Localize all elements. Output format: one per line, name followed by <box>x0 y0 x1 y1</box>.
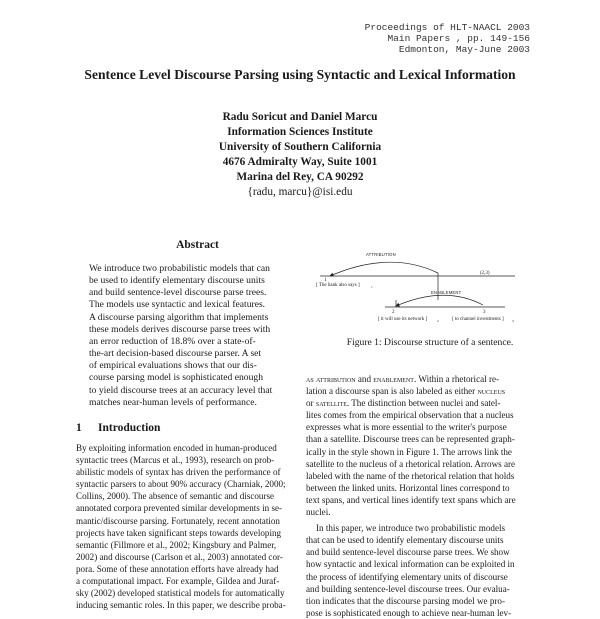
author-email: {radu, marcu}@isi.edu <box>247 186 353 198</box>
abstract-line: an error reduction of 18.8% over a state-of- <box>89 335 256 347</box>
abstract-line: course parsing model is sophisticated enough <box>89 372 263 384</box>
proceedings-header <box>365 22 530 55</box>
intro-line: inducing semantic roles. In this paper, we describe proba- <box>76 600 286 611</box>
intro-line: projects have taken significant steps towards developing <box>76 527 282 538</box>
right-line: text spans, and vertical lines identify text spans which are <box>306 494 516 505</box>
right-line: nuclei. <box>306 507 331 518</box>
right-line: than a satellite. Discourse trees can be represented graph- <box>306 434 515 445</box>
abstract-line: A discourse parsing algorithm that implements <box>89 311 269 323</box>
rel-enablement: enablement <box>373 374 414 384</box>
node-2-number: 2 <box>392 310 395 315</box>
node-1-text: [ The bank also says ] <box>316 283 360 288</box>
right-line: labeled with the name of the rhetorical relation that holds <box>306 470 515 481</box>
intro-line: Collins, 2000). The absence of semantic and discourse <box>76 491 275 502</box>
right-line: pose is sophisticated enough to achieve near-human lev- <box>306 607 512 618</box>
right-line: tion indicates that the discourse parsing model we pro- <box>306 595 506 606</box>
right-text: . The distinction between nuclei and satel- <box>346 398 501 409</box>
relation-label-top: ATTRIBUTION <box>366 252 396 257</box>
relation-label-bottom: ENABLEMENT <box>431 290 462 295</box>
abstract-line: matches near-human levels of performance. <box>89 396 257 408</box>
proceedings-pages: Main Papers , pp. 149-156 <box>387 33 530 44</box>
right-line: and building sentence-level discourse trees. Our evalua- <box>306 583 510 594</box>
discourse-tree-figure <box>300 240 560 340</box>
node-3-text: [ to channel investments ] <box>452 317 504 322</box>
abstract-line: We introduce two probabilistic models that can <box>89 263 270 274</box>
right-line: how syntactic and lexical information can be exploited in <box>306 559 515 570</box>
paper-title: Sentence Level Discourse Parsing using Syntactic and Lexical Information <box>84 67 516 82</box>
enablement-arrow <box>396 295 483 306</box>
intro-line: By exploiting information encoded in human-produced <box>76 443 277 453</box>
author-street: 4676 Admiralty Way, Suite 1001 <box>222 156 378 168</box>
author-university: University of Southern California <box>218 141 382 153</box>
author-block <box>0 110 600 200</box>
abstract-line: and build sentence-level discourse parse trees. <box>89 287 267 299</box>
intro-line: mantic/discourse parsing. Fortunately, recent annotation <box>76 515 280 526</box>
intro-line: semantic (Fillmore et al., 2002; Kingsbury and Palmer, <box>76 539 277 550</box>
right-line: lites comes from the empirical observation that a nucleus <box>306 410 514 421</box>
intro-line: sky (2002) developed statistical models for automatically <box>76 588 285 599</box>
intro-line: a computational impact. For example, Gildea and Juraf- <box>76 576 280 587</box>
section-number: 1 <box>76 422 82 434</box>
right-line: In this paper, we introduce two probabilistic models <box>316 523 506 534</box>
intro-line: syntactic trees (Marcus et al., 1993), research on prob- <box>76 455 275 466</box>
figure-caption: Figure 1: Discourse structure of a sentence. <box>346 337 514 348</box>
term-nucleus: nucleus <box>477 386 506 397</box>
abstract-line: the-art decision-based discourse parser. A set <box>89 348 262 360</box>
abstract-body <box>89 263 275 409</box>
intro-line: annotated corpora prevented similar developments in se- <box>76 503 283 514</box>
right-line: the process of identifying elementary units of discourse <box>306 571 508 582</box>
right-line: ically in the style shown in Figure 1. The arrows link the <box>306 446 512 457</box>
node-1-number: 1 <box>324 278 327 283</box>
proceedings-line: Proceedings of HLT-NAACL 2003 <box>364 22 530 33</box>
node-3-number: 3 <box>483 310 486 315</box>
section-title: Introduction <box>98 422 161 434</box>
abstract-line: The models use syntactic and lexical features. <box>89 299 266 311</box>
node-2-text: [ it will use its network ] <box>378 317 428 322</box>
right-line <box>306 385 542 397</box>
term-satellite: satellite <box>315 398 347 409</box>
proceedings-venue: Edmonton, May-June 2003 <box>398 44 530 55</box>
right-line: between the linked units. Horizontal lines correspond to <box>306 482 510 493</box>
right-line: that can be used to identify elementary discourse units <box>306 535 504 546</box>
abstract-line: to yield discourse trees at an accuracy level that <box>89 384 273 396</box>
right-line: satellite to the nucleus of a rhetorical relation. Arrows are <box>306 458 516 469</box>
author-city: Marina del Rey, CA 90292 <box>236 171 364 183</box>
section-heading <box>76 422 160 434</box>
abstract-heading: Abstract <box>176 239 219 251</box>
intro-line: abilistic models of syntax has driven the performance of <box>76 467 281 478</box>
right-line: expresses what is more essential to the writer's purpose <box>306 422 507 433</box>
right-column-body <box>306 373 542 619</box>
attribution-arrow <box>330 262 438 276</box>
intro-line: syntactic parsers to about 90% accuracy (Charniak, 2000; <box>76 479 286 490</box>
abstract-line: be used to identify elementary discourse units <box>89 275 265 287</box>
author-institute: Information Sciences Institute <box>227 126 373 138</box>
right-text: and <box>355 374 374 384</box>
introduction-body <box>76 442 306 611</box>
node-2-sub: 2 <box>437 319 439 323</box>
span-label: (2,3) <box>480 271 490 276</box>
right-text: lation a discourse span is also labeled as either <box>306 386 478 397</box>
abstract-line: these models derives discourse parse trees with <box>89 323 271 335</box>
abstract-line: of empirical evaluations shows that our dis- <box>89 360 257 372</box>
author-names: Radu Soricut and Daniel Marcu <box>222 111 378 123</box>
intro-line: pora. Some of these annotation efforts have already had <box>76 563 279 574</box>
right-text: . Within a rhetorical re- <box>413 374 500 384</box>
right-text: or <box>306 398 316 409</box>
right-line: and build sentence-level discourse parse trees. We show <box>306 547 510 558</box>
intro-line: 2002) and discourse (Carlson et al., 2003) annotated cor- <box>76 551 283 562</box>
node-3-sub: 3 <box>512 319 514 323</box>
rel-attribution: as attribution <box>306 374 356 384</box>
right-line <box>306 397 542 409</box>
node-1-sub: 1 <box>371 285 373 289</box>
right-line <box>306 373 542 385</box>
